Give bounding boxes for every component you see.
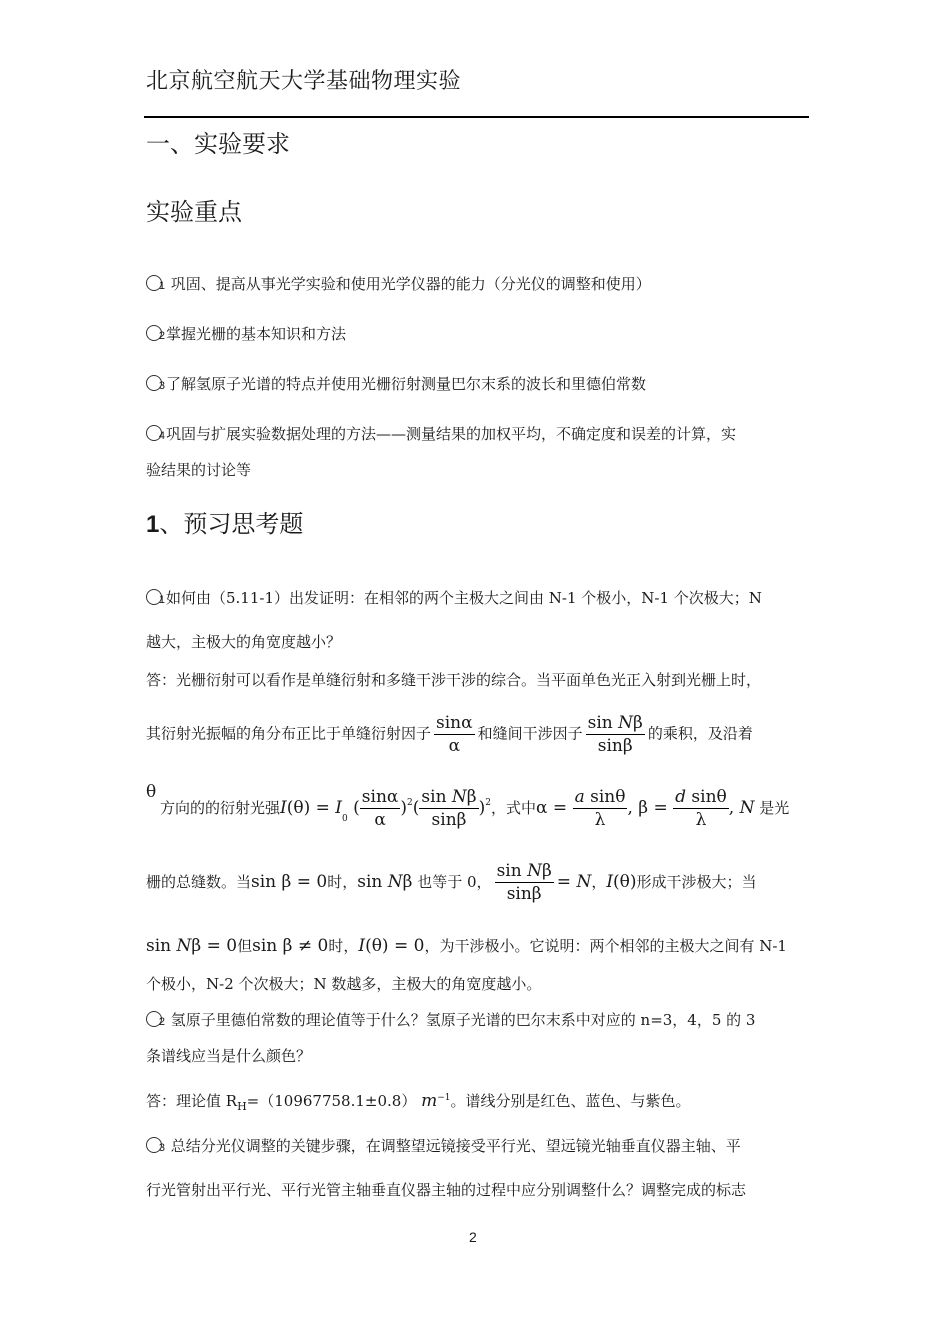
intensity-formula: $I(\theta) = I_0$ ( $\frac{\sin\alpha}{\alpha}$ )$^2$( $\frac{\text{sin Nβ}}{\sin\beta}$ )$^2$ bbox=[280, 787, 491, 830]
answer-1-line-3: 方向的的衍射光强$I(\theta) = I_0$ ( $\frac{\sin\alpha}{\alpha}$ )$^2$( $\frac{\text{sin Nβ}}{\sin\beta}$ )$^2$，式中α = $\frac{\text{a sinθ}}{\lambda}$ , β = $\frac{\text{d sinθ}}{\lambda}$ , N 是光 bbox=[160, 787, 790, 830]
answer-1-line-1: 答：光栅衍射可以看作是单缝衍射和多缝干涉干涉的综合。当平面单色光正入射到光栅上时， bbox=[146, 671, 762, 689]
question-2-line-1: 2 氢原子里德伯常数的理论值等于什么？氢原子光谱的巴尔末系中对应的 n=3，4，5 的 3 bbox=[146, 1010, 808, 1030]
alpha-beta-definition: α = $\frac{\text{a sinθ}}{\lambda}$ , β = $\frac{\text{d sinθ}}{\lambda}$ , N bbox=[536, 787, 755, 830]
theta-symbol: θ bbox=[146, 782, 157, 802]
answer-1-line-5: sin Nβ = 0但sin β ≠ 0时，I(θ) = 0，为干涉极小。它说明：两个相邻的主极大之间有 N-1 bbox=[146, 936, 787, 956]
focus-item-3: 3 了解氢原子光谱的特点并使用光栅衍射测量巴尔末系的波长和里德伯常数 bbox=[146, 374, 808, 394]
section-title-focus: 实验重点 bbox=[146, 198, 242, 226]
page-number: 2 bbox=[469, 1229, 477, 1245]
circle-number-icon: 1 bbox=[146, 589, 162, 605]
circle-number-icon: 2 bbox=[146, 1011, 162, 1027]
header-rule bbox=[144, 116, 809, 118]
focus-item-1: 1 巩固、提高从事光学实验和使用光学仪器的能力（分光仪的调整和使用） bbox=[146, 274, 808, 294]
circle-number-icon: 3 bbox=[146, 1137, 162, 1153]
interference-factor: $\frac{\text{sin Nβ}}{\sin\beta}$ bbox=[587, 713, 643, 756]
question-3-line-2: 行光管射出平行光、平行光管主轴垂直仪器主轴的过程中应分别调整什么？调整完成的标志 bbox=[146, 1181, 747, 1199]
single-slit-factor: $\frac{\sin\alpha}{\alpha}$ bbox=[436, 713, 473, 756]
question-1-line-1: 1 如何由（5.11-1）出发证明：在相邻的两个主极大之间由 N-1 个极小，N-1 个次极大；N bbox=[146, 588, 808, 608]
question-3-line-1: 3 总结分光仪调整的关键步骤，在调整望远镜接受平行光、望远镜光轴垂直仪器主轴、平 bbox=[146, 1136, 808, 1156]
header-title: 北京航空航天大学基础物理实验 bbox=[146, 69, 462, 94]
answer-2: 答：理论值 $R_H=(10967758.1\pm 0.8)$ $m^{-1}$。谱线分别是红色、蓝色、与紫色。 bbox=[146, 1091, 691, 1113]
question-1-line-2: 越大，主极大的角宽度越小？ bbox=[146, 633, 342, 651]
circle-number-icon: 3 bbox=[146, 375, 162, 391]
circle-number-icon: 1 bbox=[146, 275, 162, 291]
section-title-preview: 1、预习思考题 bbox=[146, 510, 304, 538]
circle-number-icon: 4 bbox=[146, 425, 162, 441]
focus-item-4: 4 巩固与扩展实验数据处理的方法——测量结果的加权平均，不确定度和误差的计算，实 bbox=[146, 424, 808, 444]
answer-1-line-6: 个极小，N-2 个次极大；N 数越多，主极大的角宽度越小。 bbox=[146, 975, 542, 993]
focus-item-2: 2 掌握光栅的基本知识和方法 bbox=[146, 324, 808, 344]
circle-number-icon: 2 bbox=[146, 325, 162, 341]
focus-item-4-continued: 验结果的讨论等 bbox=[146, 461, 252, 479]
answer-1-line-2: 其衍射光振幅的角分布正比于单缝衍射因子 $\frac{\sin\alpha}{\alpha}$ 和缝间干涉因子 $\frac{\text{sin Nβ}}{\sin\beta}$ 的乘积，及沿着 bbox=[146, 713, 753, 756]
section-title-requirements: 一、实验要求 bbox=[146, 130, 290, 158]
answer-1-line-4: 栅的总缝数。当sin β = 0时，sin Nβ 也等于 0， $\frac{\text{sin Nβ}}{\sin\beta}$ = N，I(θ)形成干涉极大；当 bbox=[146, 861, 757, 904]
question-2-line-2: 条谱线应当是什么颜色？ bbox=[146, 1047, 312, 1065]
